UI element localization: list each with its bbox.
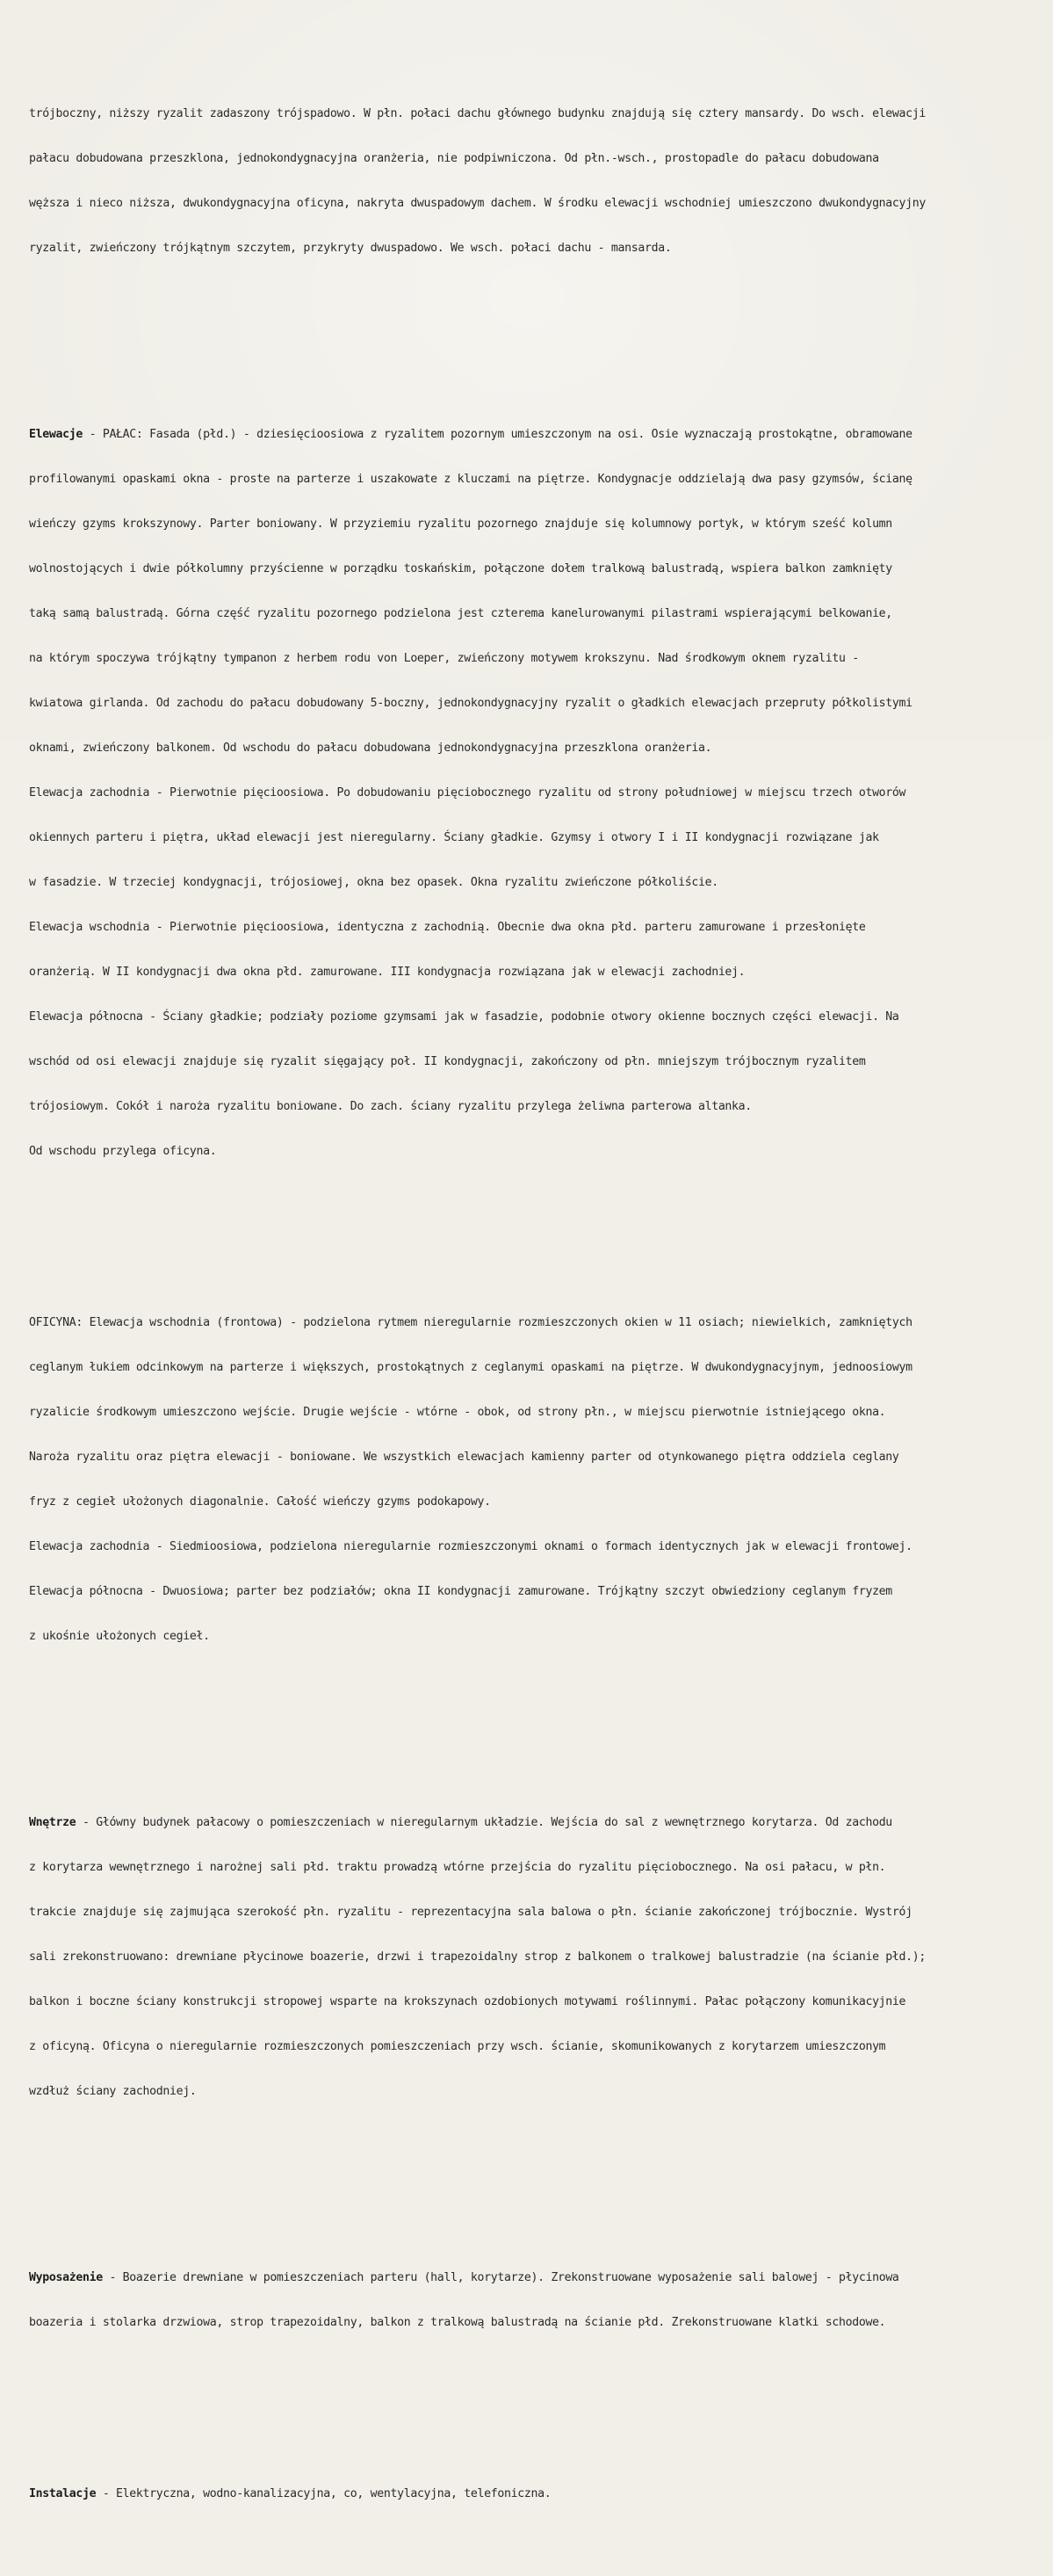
text-line-rest: - Elektryczna, wodno-kanalizacyjna, co, wentylacyjna, telefoniczna. bbox=[96, 2487, 552, 2500]
text-line-rest: - PAŁAC: Fasada (płd.) - dziesięcioosiowa z ryzalitem pozornym umieszczonym na osi. Osie wyznaczają prostokątne, obramowane bbox=[82, 428, 912, 441]
section-heading-elewacje: Elewacje bbox=[29, 428, 83, 441]
paragraph-spacer bbox=[29, 2174, 1046, 2196]
section-wnetrze bbox=[29, 1785, 1046, 2129]
text-line bbox=[29, 427, 1046, 442]
text-line: na którym spoczywa trójkątny tympanon z herbem rodu von Loeper, zwieńczony motywem krokszynu. Nad środkowym oknem ryzalitu - bbox=[29, 652, 859, 665]
text-line: ceglanym łukiem odcinkowym na parterze i większych, prostokątnych z ceglanymi opaskami na piętrze. W dwukondygnacyjnym, jednoosiowym bbox=[29, 1361, 912, 1374]
text-line: Od wschodu przylega oficyna. bbox=[29, 1145, 217, 1158]
section-elewacje bbox=[29, 397, 1046, 1189]
text-line: OFICYNA: Elewacja wschodnia (frontowa) - podzielona rytmem nieregularnie rozmieszczonych okien w 11 osiach; niewielkich, zamkniętych bbox=[29, 1316, 912, 1329]
paragraph-spacer bbox=[29, 330, 1046, 352]
section-heading-wyposazenie: Wyposażenie bbox=[29, 2271, 103, 2284]
text-line: balkon i boczne ściany konstrukcji stropowej wsparte na krokszynach ozdobionych motywami roślinnymi. Pałac połączony komunikacyjnie bbox=[29, 1995, 906, 2008]
text-line: Elewacja zachodnia - Siedmioosiowa, podzielona nieregularnie rozmieszczonymi oknami o formach identycznych jak w elewacji frontowej. bbox=[29, 1540, 912, 1553]
text-line bbox=[29, 1815, 1046, 1830]
text-line: wolnostojących i dwie półkolumny przyścienne w porządku toskańskim, połączone dołem tralkową balustradą, wspiera balkon zamknięty bbox=[29, 562, 892, 575]
paragraph-spacer bbox=[29, 1234, 1046, 1241]
section-wyposazenie bbox=[29, 2240, 1046, 2360]
text-line: z korytarza wewnętrznego i narożnej sali płd. traktu prowadzą wtórne przejścia do ryzalitu pięcioboczneg​o. Na osi pałacu, w płn. bbox=[29, 1861, 886, 1874]
intro-paragraph bbox=[29, 76, 1046, 286]
text-line-rest: - Główny budynek pałacowy o pomieszczeniach w nieregularnym układzie. Wejścia do sal z wewnętrznego korytarza. Od zachodu bbox=[76, 1816, 892, 1829]
text-line: w fasadzie. W trzeciej kondygnacji, trójosiowej, okna bez opasek. Okna ryzalitu zwieńczone półkoliście. bbox=[29, 876, 718, 889]
text-line: Naroża ryzalitu oraz piętra elewacji - boniowane. We wszystkich elewacjach kamienny parter od otynkowanego piętra oddziela ceglany bbox=[29, 1451, 899, 1464]
text-line: Elewacja wschodnia - Pierwotnie pięcioosiowa, identyczna z zachodnią. Obecnie dwa okna płd. parteru zamurowane i przesłonięte bbox=[29, 921, 866, 934]
section-heading-instalacje: Instalacje bbox=[29, 2487, 97, 2500]
text-line: Elewacja północna - Dwuosiowa; parter bez podziałów; okna II kondygnacji zamurowane. Trójkątny szczyt obwiedziony ceglanym fryzem bbox=[29, 1585, 892, 1598]
text-line: wieńczy gzyms krokszynowy. Parter boniowany. W przyziemiu ryzalitu pozornego znajduje się kolumnowy portyk, w którym sześć kolumn bbox=[29, 517, 892, 531]
text-line: wzdłuż ściany zachodniej. bbox=[29, 2085, 197, 2098]
text-line: węższa i nieco niższa, dwukondygnacyjna oficyna, nakryta dwuspadowym dachem. W środku elewacji wschodniej umieszczono dwukondygnacyjny bbox=[29, 197, 927, 210]
text-line: oranżerią. W II kondygnacji dwa okna płd. zamurowane. III kondygnacja rozwiązana jak w elewacji zachodniej. bbox=[29, 966, 746, 979]
text-line: sali zrekonstruowano: drewniane płycinowe boazerie, drzwi i trapezoidalny strop z balkonem o tralkowej balustradzie (na ścianie płd.); bbox=[29, 1950, 927, 1964]
document-text bbox=[29, 32, 1046, 2576]
text-line: z ukośnie ułożonych cegieł. bbox=[29, 1630, 210, 1643]
text-line: kwiatowa girlanda. Od zachodu do pałacu dobudowany 5-boczny, jednokondygnacyjny ryzalit o gładkich elewacjach przepruty półkolistymi bbox=[29, 697, 912, 710]
text-line: Elewacja północna - Ściany gładkie; podziały poziome gzymsami jak w fasadzie, podobnie otwory okienne bocznych części elewacji. Na bbox=[29, 1010, 899, 1024]
text-line: profilowanymi opaskami okna - proste na parterze i uszakowate z kluczami na piętrze. Kondygnacje oddzielają dwa pasy gzymsów, ścianę bbox=[29, 473, 912, 486]
text-line: fryz z cegieł ułożonych diagonalnie. Całość wieńczy gzyms podokapowy. bbox=[29, 1495, 491, 1509]
text-line: pałacu dobudowana przeszklona, jednokondygnacyjna oranżeria, nie podpiwniczona. Od płn.-wsch., prostopadle do pałacu dobudowana bbox=[29, 152, 879, 165]
text-line-rest: - Boazerie drewniane w pomieszczeniach parteru (hall, korytarze). Zrekonstruowane wyposażenie sali balowej - płycinowa bbox=[102, 2271, 899, 2284]
text-line bbox=[29, 2486, 1046, 2501]
section-oficyna bbox=[29, 1285, 1046, 1674]
text-line: trakcie znajduje się zajmująca szerokość płn. ryzalitu - reprezentacyjna sala balowa o płn. ścianie zakończonej trójbocznie. Wystrój bbox=[29, 1906, 912, 1919]
text-line bbox=[29, 2270, 1046, 2285]
paragraph-spacer bbox=[29, 2405, 1046, 2412]
paragraph-spacer bbox=[29, 1719, 1046, 1740]
text-line: okiennych parteru i piętra, układ elewacji jest nieregularny. Ściany gładkie. Gzymsy i otwory I i II kondygnacji rozwiązane jak bbox=[29, 831, 879, 844]
section-instalacje bbox=[29, 2457, 1046, 2531]
section-heading-wnetrze: Wnętrze bbox=[29, 1816, 76, 1829]
text-line: ryzalit, zwieńczony trójkątnym szczytem, przykryty dwuspadowo. We wsch. połaci dachu - mansarda. bbox=[29, 242, 672, 255]
text-line: taką samą balustradą. Górna część ryzalitu pozornego podzielona jest czterema kanelurowanymi pilastrami wspierającymi belkowanie, bbox=[29, 607, 892, 620]
text-line: wschód od osi elewacji znajduje się ryzalit sięgający poł. II kondygnacji, zakończony od płn. mniejszym trójbocznym ryzalitem bbox=[29, 1055, 866, 1068]
text-line: ryzalicie środkowym umieszczono wejście. Drugie wejście - wtórne - obok, od strony płn., w miejscu pierwotnie istniejącego okna. bbox=[29, 1406, 886, 1419]
text-line: trójboczny, niższy ryzalit zadaszony trójspadowo. W płn. połaci dachu głównego budynku znajdują się cztery mansardy. Do wsch. elewacji bbox=[29, 107, 927, 120]
text-line: z oficyną. Oficyna o nieregularnie rozmieszczonych pomieszczeniach przy wsch. ścianie, skomunikowanych z korytarzem umieszczonym bbox=[29, 2040, 886, 2053]
text-line: boazeria i stolarka drzwiowa, strop trapezoidalny, balkon z tralkową balustradą na ścianie płd. Zrekonstruowane klatki schodowe. bbox=[29, 2316, 886, 2329]
text-line: trójosiowym. Cokół i naroża ryzalitu boniowane. Do zach. ściany ryzalitu przylega żeliwna parterowa altanka. bbox=[29, 1100, 752, 1113]
text-line: Elewacja zachodnia - Pierwotnie pięcioosiowa. Po dobudowaniu pięciobocznego ryzalitu od strony południowej w miejscu trzech otworów bbox=[29, 786, 906, 800]
text-line: oknami, zwieńczony balkonem. Od wschodu do pałacu dobudowana jednokondygnacyjna przeszklona oranżeria. bbox=[29, 742, 712, 755]
